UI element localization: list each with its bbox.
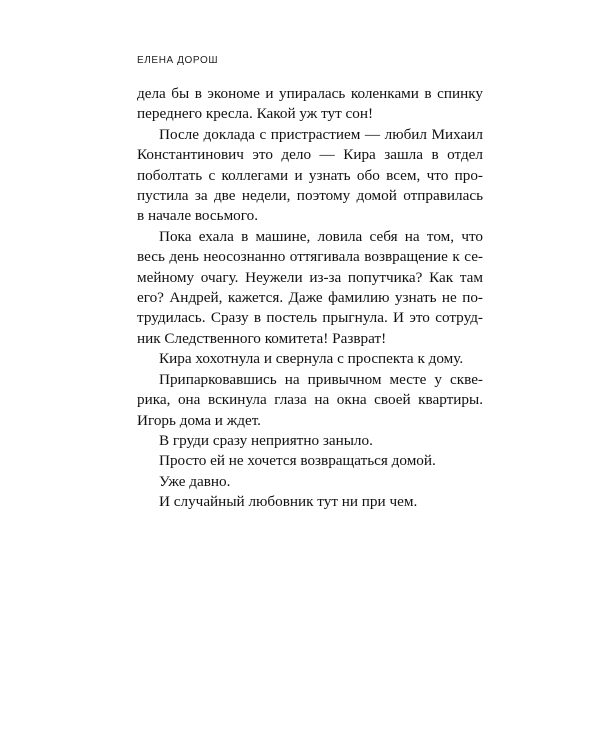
text-line: После доклада с пристрастием — любил Михаил [159, 125, 483, 143]
text-line: Пока ехала в машине, ловила себя на том, что [159, 227, 483, 245]
text-line: ник Следственного комитета! Разврат! [137, 329, 387, 347]
text-line: Просто ей не хочется возвращаться домой. [159, 452, 436, 470]
text-line: рика, она вскинула глаза на окна своей квартиры. [137, 391, 483, 409]
text-line: пустила за две недели, поэтому домой отправилась [137, 187, 483, 205]
paragraph [137, 349, 483, 369]
text-line: В груди сразу неприятно заныло. [159, 431, 373, 449]
text-line: переднего кресла. Какой уж тут сон! [137, 105, 374, 123]
text-line: Припарковавшись на привычном месте у скве- [159, 370, 483, 388]
text-line: трудилась. Сразу в постель прыгнула. И это сотруд- [137, 309, 483, 327]
paragraph [137, 84, 483, 125]
paragraph [137, 472, 483, 492]
text-line: мейному очагу. Неужели из-за попутчика? Как там [137, 268, 483, 286]
text-line: Уже давно. [159, 472, 231, 490]
text-line: в начале восьмого. [137, 207, 259, 225]
text-line: дела бы в экономе и упиралась коленками в спинку [137, 85, 483, 102]
paragraph [137, 431, 483, 451]
text-line: Константинович это дело — Кира зашла в отдел [137, 146, 483, 164]
text-line: весь день неосознанно оттягивала возвращение к се- [137, 248, 483, 266]
paragraph [137, 370, 483, 431]
text-line: И случайный любовник тут ни при чем. [159, 493, 418, 511]
running-head-author: ЕЛЕНА ДОРОШ [137, 55, 219, 66]
text-line: Игорь дома и ждет. [137, 411, 261, 429]
paragraph [137, 451, 483, 471]
text-line: его? Андрей, кажется. Даже фамилию узнать не по- [137, 289, 483, 307]
text-line: поболтать с коллегами и узнать обо всем, что про- [137, 166, 483, 184]
text-line: Кира хохотнула и свернула с проспекта к дому. [159, 350, 464, 368]
paragraph [137, 227, 483, 349]
paragraph [137, 492, 483, 512]
body-text [137, 84, 483, 513]
paragraph [137, 125, 483, 227]
